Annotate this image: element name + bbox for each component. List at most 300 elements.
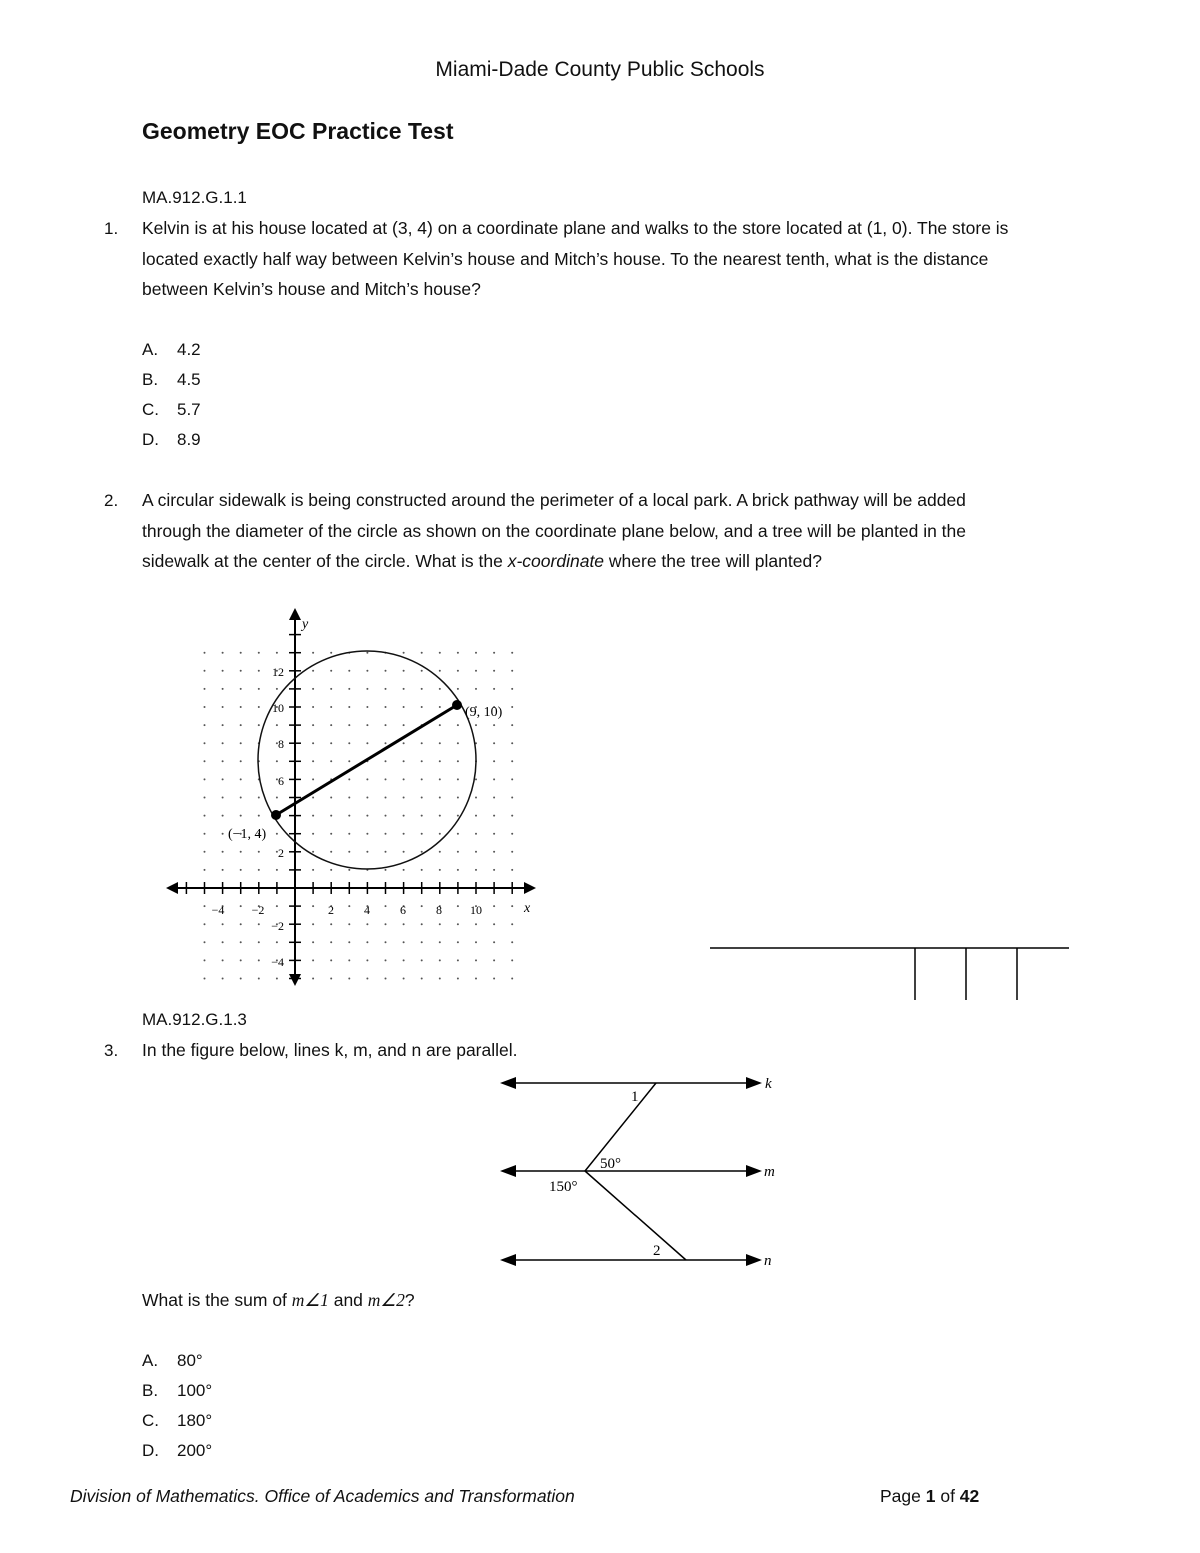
page-title: Geometry EOC Practice Test (142, 118, 454, 144)
grid-dot (330, 851, 332, 853)
grid-dot (475, 797, 477, 799)
grid-dot (204, 905, 206, 907)
grid-dot (240, 923, 242, 925)
grid-dot (204, 959, 206, 961)
grid-dot (348, 706, 350, 708)
grid-dot (421, 760, 423, 762)
grid-dot (403, 670, 405, 672)
grid-dot (276, 724, 278, 726)
grid-dot (258, 706, 260, 708)
grid-dot (493, 778, 495, 780)
q3-option-a[interactable]: A. 80° (142, 1351, 203, 1370)
q1-option-d[interactable]: D. 8.9 (142, 430, 201, 449)
grid-dot (276, 869, 278, 871)
grid-dot (348, 760, 350, 762)
q3-option-b[interactable]: B. 100° (142, 1381, 213, 1400)
grid-dot (439, 923, 441, 925)
grid-dot (204, 923, 206, 925)
grid-dot (457, 905, 459, 907)
grid-dot (240, 760, 242, 762)
grid-dot (276, 688, 278, 690)
grid-dot (475, 978, 477, 980)
grid-dot (330, 652, 332, 654)
grid-dot (240, 670, 242, 672)
grid-dot (421, 815, 423, 817)
arrow-left-icon (500, 1165, 516, 1177)
grid-dot (457, 959, 459, 961)
grid-dot (511, 959, 513, 961)
grid-dot (439, 688, 441, 690)
angle-2-label: 2 (653, 1243, 661, 1259)
grid-dot (348, 778, 350, 780)
grid-dot (348, 941, 350, 943)
grid-dot (403, 941, 405, 943)
grid-dot (366, 978, 368, 980)
grid-dot (258, 941, 260, 943)
grid-dot (493, 670, 495, 672)
grid-dot (276, 652, 278, 654)
grid-dot (258, 978, 260, 980)
grid-dot (403, 815, 405, 817)
grid-dot (403, 869, 405, 871)
point-b (452, 700, 462, 710)
grid-dot (312, 905, 314, 907)
q3-option-c[interactable]: C. 180° (142, 1411, 213, 1430)
grid-dot (457, 923, 459, 925)
y-tick-label: 2 (278, 846, 284, 860)
grid-dot (439, 869, 441, 871)
grid-dot (348, 978, 350, 980)
grid-dot (511, 797, 513, 799)
y-tick-label: 10 (272, 701, 284, 715)
grid-dot (204, 760, 206, 762)
grid-dot (348, 923, 350, 925)
grid-dot (457, 652, 459, 654)
grid-dot (222, 797, 224, 799)
grid-dot (222, 706, 224, 708)
grid-dot (366, 742, 368, 744)
footer-page-number: Page 1 of 42 (880, 1486, 980, 1506)
grid-dot (240, 688, 242, 690)
grid-dot (385, 978, 387, 980)
grid-dot (457, 869, 459, 871)
grid-dot (258, 724, 260, 726)
grid-dot (312, 941, 314, 943)
grid-dot (493, 833, 495, 835)
grid-dot (493, 869, 495, 871)
grid-dot (204, 869, 206, 871)
grid-dot (421, 833, 423, 835)
grid-dot (385, 923, 387, 925)
grid-dot (439, 670, 441, 672)
x-tick-label: −2 (251, 903, 265, 917)
grid-dot (457, 833, 459, 835)
grid-dot (421, 959, 423, 961)
grid-dot (457, 778, 459, 780)
grid-dot (385, 905, 387, 907)
grid-dot (312, 833, 314, 835)
y-tick-label: 12 (272, 665, 284, 679)
q1-option-b[interactable]: B. 4.5 (142, 370, 201, 389)
grid-dot (366, 959, 368, 961)
grid-dot (276, 797, 278, 799)
y-tick-label: 6 (278, 774, 284, 788)
arrow-right-icon (746, 1077, 762, 1089)
line-k-label: k (765, 1076, 772, 1092)
grid-dot (258, 959, 260, 961)
x-tick-label: 8 (436, 903, 442, 917)
grid-dot (511, 652, 513, 654)
grid-dot (204, 797, 206, 799)
page-header: Miami-Dade County Public Schools (435, 58, 765, 81)
grid-dot (276, 760, 278, 762)
grid-dot (348, 833, 350, 835)
grid-dot (403, 688, 405, 690)
grid-dot (330, 941, 332, 943)
grid-dot (385, 724, 387, 726)
grid-dot (475, 851, 477, 853)
grid-dot (511, 778, 513, 780)
grid-dot (421, 905, 423, 907)
grid-dot (493, 923, 495, 925)
grid-dot (222, 941, 224, 943)
grid-dot (475, 724, 477, 726)
grid-dot (240, 652, 242, 654)
grid-dot (240, 724, 242, 726)
q3-question: What is the sum of m∠1 and m∠2? (142, 1290, 415, 1310)
grid-dot (421, 923, 423, 925)
grid-dot (366, 706, 368, 708)
grid-dot (276, 978, 278, 980)
grid-dot (457, 797, 459, 799)
grid-dot (312, 869, 314, 871)
grid-dot (493, 959, 495, 961)
grid-dot (204, 833, 206, 835)
grid-dot (330, 670, 332, 672)
blank-answer-grid-lines (705, 942, 1075, 1004)
x-tick-label: 10 (470, 903, 482, 917)
grid-dot (439, 797, 441, 799)
grid-dot (330, 760, 332, 762)
grid-dot (493, 851, 495, 853)
x-tick-label: 2 (328, 903, 334, 917)
grid-dot (240, 941, 242, 943)
grid-dot (312, 959, 314, 961)
grid-dot (204, 978, 206, 980)
grid-dot (312, 851, 314, 853)
grid-dot (312, 923, 314, 925)
grid-dot (330, 978, 332, 980)
grid-dot (330, 815, 332, 817)
grid-dot (421, 797, 423, 799)
grid-dot (385, 670, 387, 672)
grid-dot (493, 905, 495, 907)
grid-dot (348, 670, 350, 672)
grid-dot (511, 978, 513, 980)
q1-option-a[interactable]: A. 4.2 (142, 340, 201, 359)
grid-dot (348, 851, 350, 853)
grid-dot (312, 706, 314, 708)
grid-dot (511, 905, 513, 907)
q2-line: sidewalk at the center of the circle. What is the x-coordinate where the tree will planted? (142, 551, 822, 571)
grid-dot (421, 851, 423, 853)
grid-dot (511, 760, 513, 762)
q3-parallel-lines-figure (490, 1068, 790, 1273)
grid-dot (240, 869, 242, 871)
grid-dot (312, 978, 314, 980)
grid-dot (475, 778, 477, 780)
grid-dot (493, 815, 495, 817)
grid-dot (258, 797, 260, 799)
grid-dot (312, 688, 314, 690)
grid-dot (403, 959, 405, 961)
grid-dot (222, 724, 224, 726)
grid-dot (493, 742, 495, 744)
grid-dot (222, 688, 224, 690)
y-tick-label: 8 (278, 737, 284, 751)
grid-dot (511, 688, 513, 690)
grid-dot (312, 815, 314, 817)
x-tick-label: 4 (364, 903, 370, 917)
grid-dot (493, 724, 495, 726)
grid-dot (204, 688, 206, 690)
q2-text (142, 485, 1132, 577)
point-a-label: (−1, 4) (228, 827, 267, 842)
grid-dot (204, 724, 206, 726)
grid-dot (385, 833, 387, 835)
y-axis-arrow-up-icon (289, 608, 301, 620)
grid-dot (439, 778, 441, 780)
grid-dot (330, 706, 332, 708)
grid-dot (204, 742, 206, 744)
grid-dot (348, 869, 350, 871)
grid-dot (330, 724, 332, 726)
angle-50-label: 50° (600, 1156, 621, 1172)
grid-dot (403, 778, 405, 780)
angle-150-label: 150° (549, 1179, 578, 1195)
grid-dot (258, 652, 260, 654)
grid-dot (312, 778, 314, 780)
grid-dot (511, 724, 513, 726)
grid-dot (258, 869, 260, 871)
grid-dot (348, 905, 350, 907)
grid-dot (330, 688, 332, 690)
grid-dot (439, 851, 441, 853)
q1-options (142, 335, 201, 455)
grid-dot (439, 833, 441, 835)
grid-dot (366, 815, 368, 817)
grid-dot (403, 706, 405, 708)
grid-dot (421, 941, 423, 943)
grid-dot (439, 760, 441, 762)
grid-dot (258, 851, 260, 853)
grid-dot (403, 978, 405, 980)
grid-dot (366, 724, 368, 726)
grid-dot (493, 978, 495, 980)
grid-dot (421, 688, 423, 690)
q2-line: A circular sidewalk is being constructed around the perimeter of a local park. A brick pathway will be added (142, 490, 966, 510)
grid-dot (457, 941, 459, 943)
grid-dot (348, 815, 350, 817)
q3-number: 3. (104, 1041, 119, 1060)
grid-dot (222, 959, 224, 961)
grid-dot (204, 941, 206, 943)
arrow-right-icon (746, 1165, 762, 1177)
grid-dot (204, 706, 206, 708)
grid-dot (240, 742, 242, 744)
grid-dot (385, 688, 387, 690)
grid-dot (457, 688, 459, 690)
grid-dot (385, 760, 387, 762)
x-axis-arrow-right-icon (524, 882, 536, 894)
grid-dot (240, 706, 242, 708)
grid-dot (222, 670, 224, 672)
grid-dot (457, 670, 459, 672)
grid-dot (421, 706, 423, 708)
grid-dot (348, 724, 350, 726)
grid-dot (330, 923, 332, 925)
grid-dot (439, 941, 441, 943)
grid-dot (421, 978, 423, 980)
q2-line: through the diameter of the circle as shown on the coordinate plane below, and a tree will be planted in the (142, 520, 967, 541)
grid-dot (258, 670, 260, 672)
footer-division: Division of Mathematics. Office of Academics and Transformation (70, 1486, 575, 1506)
grid-dot (475, 869, 477, 871)
grid-dot (475, 688, 477, 690)
grid-dot (439, 815, 441, 817)
grid-dot (276, 833, 278, 835)
grid-dot (421, 670, 423, 672)
grid-dot (493, 760, 495, 762)
q2-coordinate-graph (160, 605, 550, 990)
grid-dot (511, 941, 513, 943)
grid-dot (240, 905, 242, 907)
grid-dot (457, 851, 459, 853)
grid-dot (493, 652, 495, 654)
x-tick-label: 6 (400, 903, 406, 917)
grid-dot (421, 742, 423, 744)
grid-dot (330, 959, 332, 961)
grid-dot (475, 923, 477, 925)
grid-dot (403, 923, 405, 925)
q1-line: located exactly half way between Kelvin’s house and Mitch’s house. To the nearest tenth, what is the distance (142, 248, 989, 269)
grid-dot (511, 923, 513, 925)
grid-dot (385, 869, 387, 871)
q3-text: In the figure below, lines k, m, and n are parallel. (142, 1040, 518, 1060)
grid-dot (240, 815, 242, 817)
grid-dot (312, 797, 314, 799)
grid-dot (222, 923, 224, 925)
grid-dot (403, 833, 405, 835)
grid-dot (348, 742, 350, 744)
grid-dot (511, 706, 513, 708)
q3-options (142, 1346, 212, 1466)
grid-dot (385, 851, 387, 853)
grid-dot (475, 670, 477, 672)
angle-1-label: 1 (631, 1089, 639, 1105)
grid-dot (330, 742, 332, 744)
grid-dot (222, 851, 224, 853)
grid-dot (366, 923, 368, 925)
q1-standard: MA.912.G.1.1 (142, 188, 247, 207)
grid-dot (366, 652, 368, 654)
q1-line: Kelvin is at his house located at (3, 4) on a coordinate plane and walks to the store located at (1, 0). The store is (142, 218, 1009, 238)
grid-dot (366, 833, 368, 835)
q3-standard: MA.912.G.1.3 (142, 1010, 247, 1029)
grid-dot (475, 833, 477, 835)
grid-dot (222, 833, 224, 835)
grid-dot (348, 797, 350, 799)
grid-dot (258, 815, 260, 817)
grid-dot (511, 742, 513, 744)
grid-dot (240, 978, 242, 980)
grid-dot (348, 959, 350, 961)
q1-text (142, 213, 1132, 305)
grid-dot (276, 941, 278, 943)
x-tick-label: −4 (211, 903, 225, 917)
grid-dot (222, 869, 224, 871)
grid-dot (240, 797, 242, 799)
grid-dot (439, 724, 441, 726)
arrow-left-icon (500, 1254, 516, 1266)
grid-dot (385, 742, 387, 744)
grid-dot (204, 778, 206, 780)
grid-dot (330, 833, 332, 835)
q3-option-d[interactable]: D. 200° (142, 1441, 213, 1460)
grid-dot (385, 941, 387, 943)
grid-dot (366, 688, 368, 690)
grid-dot (366, 778, 368, 780)
grid-dot (403, 851, 405, 853)
grid-dot (366, 941, 368, 943)
point-b-label: (9, 10) (465, 705, 503, 720)
grid-dot (222, 778, 224, 780)
line-m-label: m (764, 1164, 775, 1180)
grid-dot (439, 742, 441, 744)
grid-dot (348, 688, 350, 690)
grid-dot (276, 905, 278, 907)
grid-dot (421, 652, 423, 654)
grid-dot (312, 742, 314, 744)
grid-dot (439, 652, 441, 654)
grid-dot (312, 652, 314, 654)
tick-marks (186, 635, 512, 979)
q1-option-c[interactable]: C. 5.7 (142, 400, 201, 419)
grid-dot (385, 815, 387, 817)
grid-dot (385, 959, 387, 961)
grid-dot (330, 869, 332, 871)
point-a (271, 810, 281, 820)
x-axis-arrow-left-icon (166, 882, 178, 894)
grid-dot (457, 978, 459, 980)
grid-dot (312, 760, 314, 762)
y-axis-arrow-down-icon (289, 974, 301, 986)
grid-dot (511, 670, 513, 672)
grid-dot (240, 959, 242, 961)
line-n-label: n (764, 1253, 772, 1269)
grid-dot (385, 797, 387, 799)
grid-dot (475, 652, 477, 654)
grid-dot (204, 652, 206, 654)
grid-dot (457, 724, 459, 726)
grid-dot (403, 797, 405, 799)
grid-dot (366, 670, 368, 672)
grid-dot (204, 851, 206, 853)
grid-dot (366, 797, 368, 799)
grid-dot (493, 941, 495, 943)
grid-dot (511, 833, 513, 835)
y-axis-label: y (302, 617, 309, 632)
